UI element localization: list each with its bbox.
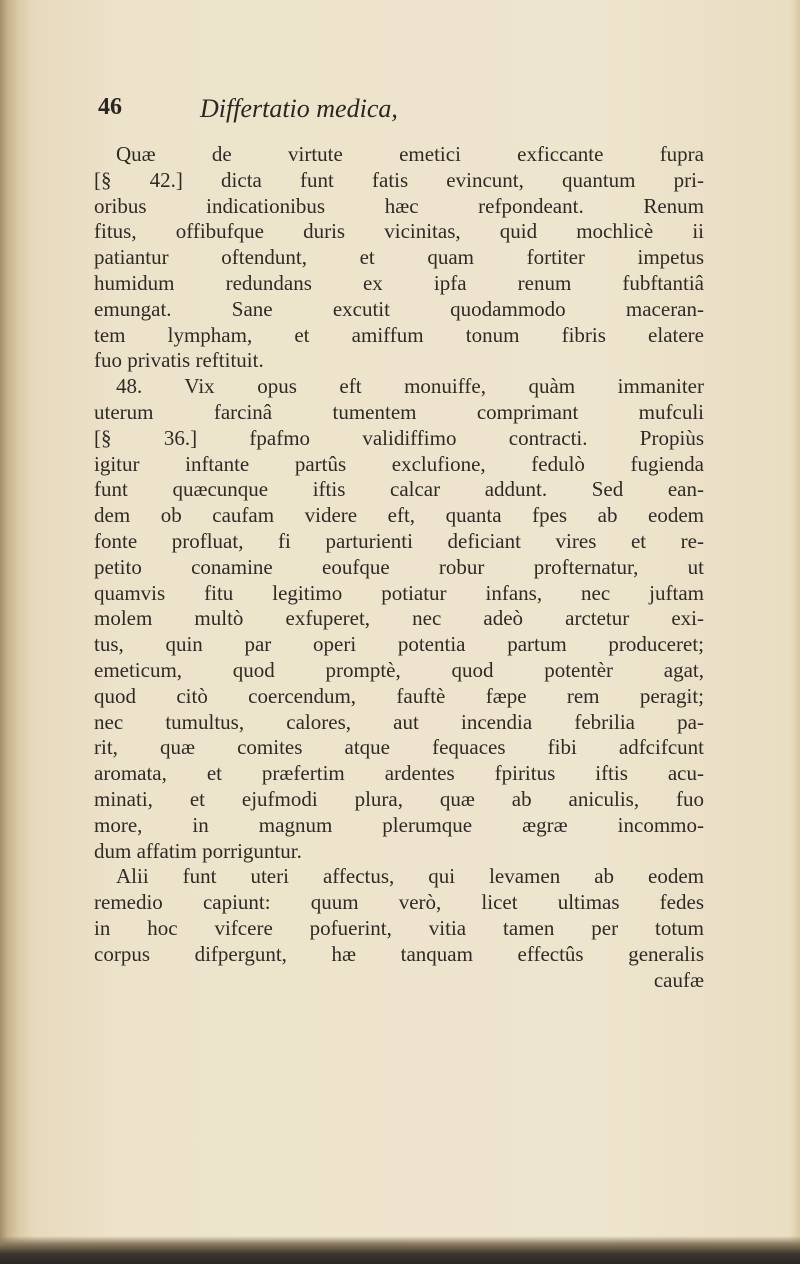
text-line: quamvis fitu legitimo potiatur infans, nec juftam xyxy=(94,580,704,605)
text-line: 48. Vix opus eft monuiffe, quàm immaniter xyxy=(116,374,704,399)
text-line: emeticum, quod promptè, quod potentèr agat, xyxy=(94,657,704,682)
page-gutter-shadow xyxy=(0,0,34,1264)
page-number: 46 xyxy=(98,94,122,120)
text-line: [§ 36.] fpafmo validiffimo contracti. Propiùs xyxy=(94,425,704,450)
text-line: more, in magnum plerumque ægræ incommo- xyxy=(94,812,704,837)
text-line: [§ 42.] dicta funt fatis evincunt, quantum pri- xyxy=(94,167,704,192)
text-line: minati, et ejufmodi plura, quæ ab aniculis, fuo xyxy=(94,786,704,811)
page-bottom-edge xyxy=(0,1236,800,1264)
text-line: dum affatim porriguntur. xyxy=(94,838,302,863)
text-line: nec tumultus, calores, aut incendia febrilia pa- xyxy=(94,709,704,734)
text-line: humidum redundans ex ipfa renum fubftantiâ xyxy=(94,270,704,295)
text-line: remedio capiunt: quum verò, licet ultimas fedes xyxy=(94,890,704,915)
text-line: petito conamine eoufque robur profternatur, ut xyxy=(94,554,704,579)
text-line: corpus difpergunt, hæ tanquam effectûs generalis xyxy=(94,941,704,966)
body-text xyxy=(94,142,704,993)
text-line: in hoc vifcere pofuerint, vitia tamen per totum xyxy=(94,915,704,940)
text-line: tem lympham, et amiffum tonum fibris elatere xyxy=(94,322,704,347)
text-line: fitus, offibufque duris vicinitas, quid mochlicè ii xyxy=(94,219,704,244)
text-line: quod citò coercendum, fauftè fæpe rem peragit; xyxy=(94,683,704,708)
text-line: Quæ de virtute emetici exficcante fupra xyxy=(116,142,704,166)
text-line: Alii funt uteri affectus, qui levamen ab eodem xyxy=(116,864,704,889)
text-line: patiantur oftendunt, et quam fortiter impetus xyxy=(94,245,704,270)
text-line: fuo privatis reftituit. xyxy=(94,348,264,373)
catchword: caufæ xyxy=(653,967,704,992)
text-line: igitur inftante partûs exclufione, fedulò fugienda xyxy=(94,451,704,476)
text-line: dem ob caufam videre eft, quanta fpes ab eodem xyxy=(94,503,704,528)
text-line: oribus indicationibus hæc refpondeant. Renum xyxy=(94,193,704,218)
text-line: molem multò exfuperet, nec adeò arctetur exi- xyxy=(94,606,704,631)
text-line: fonte profluat, fi parturienti deficiant vires et re- xyxy=(94,528,704,553)
text-line: aromata, et præfertim ardentes fpiritus iftis acu- xyxy=(94,761,704,786)
text-line: uterum farcinâ tumentem comprimant mufculi xyxy=(94,399,704,424)
page-header xyxy=(98,94,698,134)
text-line: tus, quin par operi potentia partum produceret; xyxy=(94,632,704,657)
text-line: emungat. Sane excutit quodammodo maceran- xyxy=(94,296,704,321)
text-line: rit, quæ comites atque fequaces fibi adfcifcunt xyxy=(94,735,704,760)
running-title: Differtatio medica, xyxy=(200,94,398,123)
text-line: funt quæcunque iftis calcar addunt. Sed ean- xyxy=(94,477,704,502)
